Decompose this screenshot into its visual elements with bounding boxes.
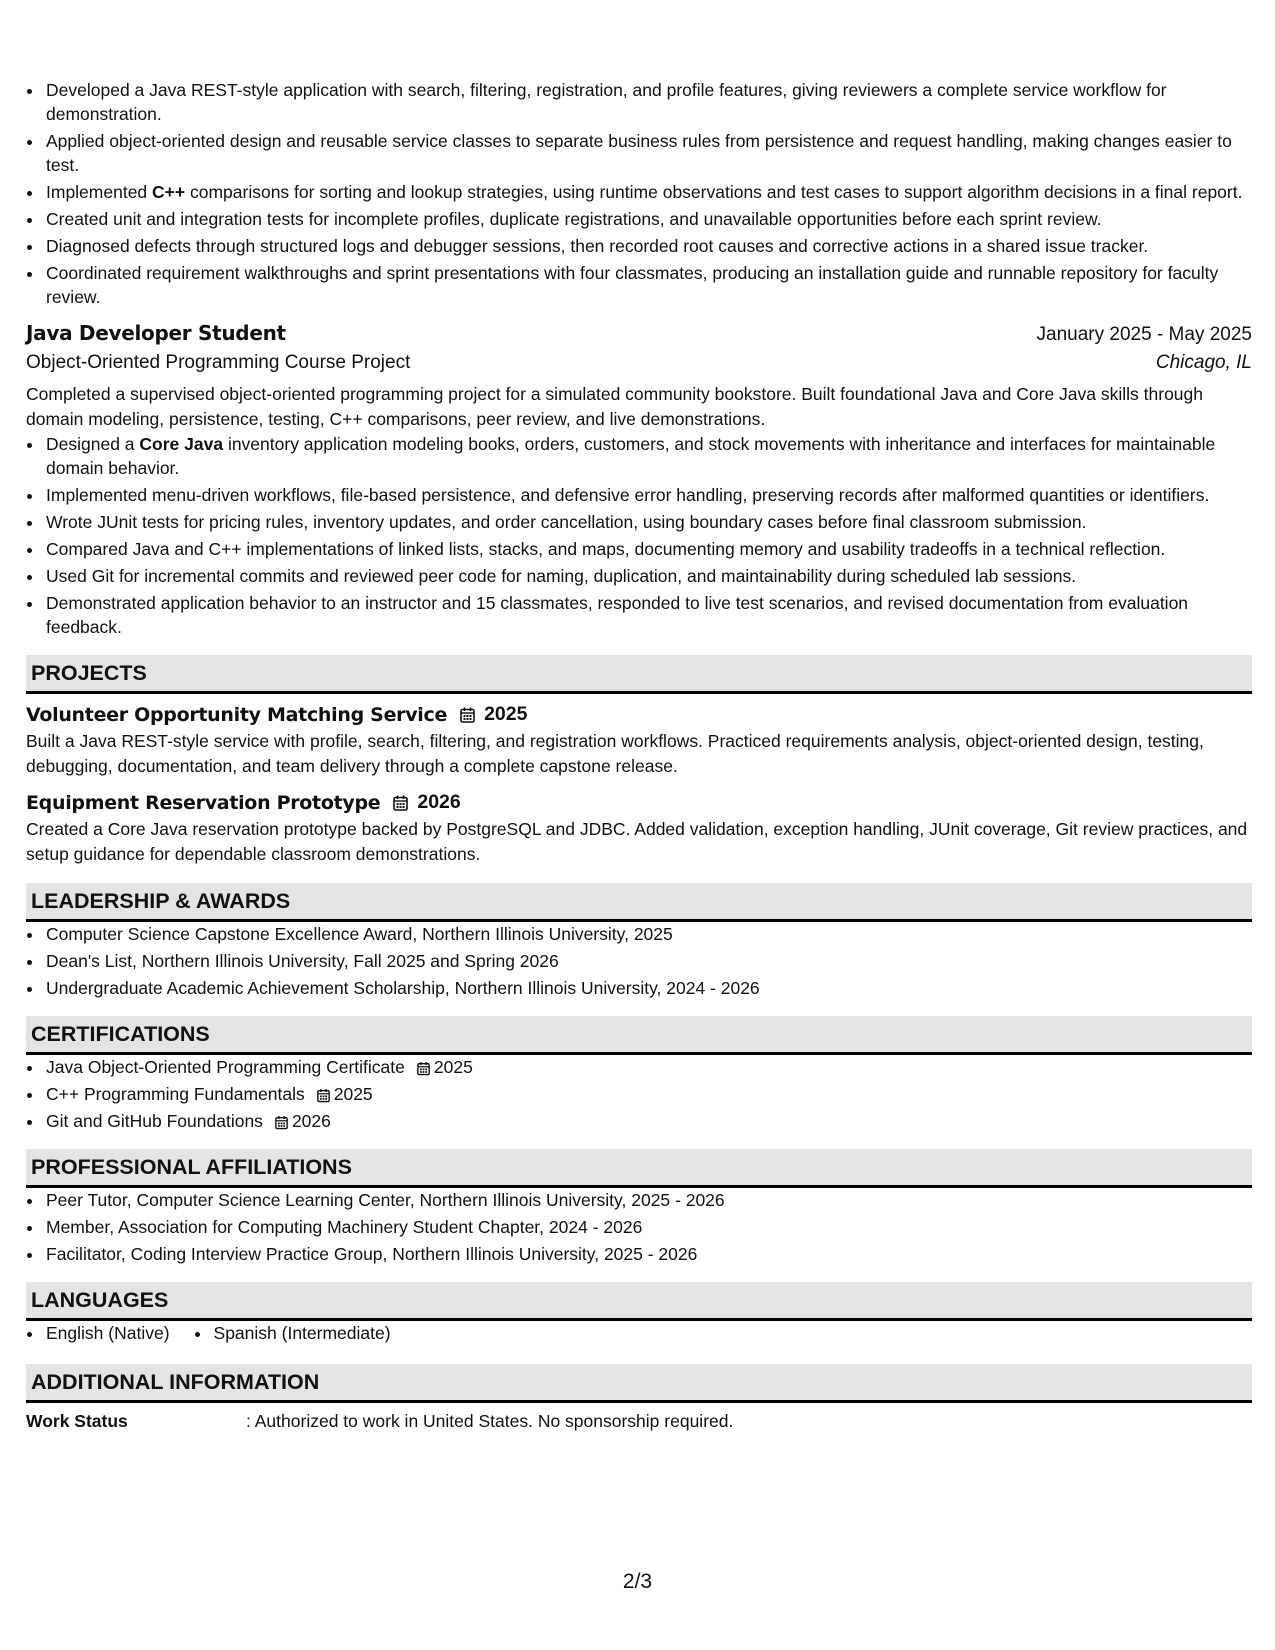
section-title: PROJECTS <box>31 661 147 685</box>
list-item: • Wrote JUnit tests for pricing rules, inventory updates, and order cancellation, using boundary cases before final classroom submission. <box>44 510 1252 534</box>
job-dates: January 2025 - May 2025 <box>1036 324 1252 345</box>
list-item: • Applied object-oriented design and reusable service classes to separate business rules from persistence and request handling, making changes easier to test. <box>44 129 1252 177</box>
list-item: • Coordinated requirement walkthroughs and sprint presentations with four classmates, producing an installation guide and runnable repository for faculty review. <box>44 261 1252 309</box>
project-title: Volunteer Opportunity Matching Service <box>26 703 448 726</box>
list-item: • C++ Programming Fundamentals 2025 <box>44 1082 1252 1106</box>
list-item: • Member, Association for Computing Machinery Student Chapter, 2024 - 2026 <box>44 1215 1252 1239</box>
job-header <box>26 321 1252 346</box>
section-title: LANGUAGES <box>31 1288 169 1312</box>
calendar-icon <box>460 707 475 723</box>
calendar-icon <box>317 1088 330 1103</box>
section-title: CERTIFICATIONS <box>31 1022 210 1046</box>
job-location: Chicago, IL <box>1155 352 1252 373</box>
list-item: • Undergraduate Academic Achievement Scholarship, Northern Illinois University, 2024 - 2026 <box>44 976 1252 1000</box>
list-item: • Dean's List, Northern Illinois University, Fall 2025 and Spring 2026 <box>44 949 1252 973</box>
section-header-affiliations <box>26 1149 1252 1188</box>
list-item: • Peer Tutor, Computer Science Learning Center, Northern Illinois University, 2025 - 2026 <box>44 1188 1252 1212</box>
job-title: Java Developer Student <box>26 321 286 345</box>
project-description: Built a Java REST-style service with profile, search, filtering, and registration workflows. Practiced requirements analysis, object-oriented design, testing, debugging, documentation, and team delivery through a complete capstone release. <box>26 731 1204 776</box>
list-item: • Designed a Core Java inventory application modeling books, orders, customers, and stock movements with inheritance and interfaces for maintainable domain behavior. <box>44 432 1252 480</box>
list-item: • Compared Java and C++ implementations of linked lists, stacks, and maps, documenting memory and usability tradeoffs in a technical reflection. <box>44 537 1252 561</box>
awards-list <box>26 922 1252 1000</box>
list-item: • Facilitator, Coding Interview Practice Group, Northern Illinois University, 2025 - 2026 <box>44 1242 1252 1266</box>
list-item: • Git and GitHub Foundations 2026 <box>44 1109 1252 1133</box>
calendar-icon <box>275 1115 288 1130</box>
list-item: • English (Native) <box>44 1321 170 1345</box>
section-title: LEADERSHIP & AWARDS <box>31 889 291 913</box>
affiliations-list <box>26 1188 1252 1266</box>
section-header-certifications <box>26 1016 1252 1055</box>
project-year: 2026 <box>417 791 461 813</box>
calendar-icon <box>393 795 408 811</box>
list-item: • Developed a Java REST-style application with search, filtering, registration, and profile features, giving reviewers a complete service workflow for demonstration. <box>44 78 1252 126</box>
list-item: • Computer Science Capstone Excellence Award, Northern Illinois University, 2025 <box>44 922 1252 946</box>
certifications-list <box>26 1055 1252 1133</box>
project-description: Created a Core Java reservation prototype backed by PostgreSQL and JDBC. Added validation, exception handling, JUnit coverage, Git review practices, and setup guidance for dependable classroom demonstrations. <box>26 819 1248 864</box>
work-status-value: : Authorized to work in United States. No sponsorship required. <box>246 1411 734 1431</box>
project-header <box>26 791 1252 814</box>
calendar-icon <box>417 1061 430 1076</box>
job-summary: Completed a supervised object-oriented programming project for a simulated community bookstore. Built foundational Java and Core Java skills through domain modeling, persistence, testing, C++ comparisons, peer review, and live demonstrations. <box>26 384 1203 429</box>
section-header-languages <box>26 1282 1252 1321</box>
list-item: • Used Git for incremental commits and reviewed peer code for naming, duplication, and maintainability during scheduled lab sessions. <box>44 564 1252 588</box>
job-subheader <box>26 352 1252 374</box>
previous-job-bullets <box>26 78 1252 309</box>
job-organization: Object-Oriented Programming Course Project <box>26 352 411 373</box>
section-title: ADDITIONAL INFORMATION <box>31 1370 320 1394</box>
list-item: • Diagnosed defects through structured logs and debugger sessions, then recorded root causes and corrective actions in a shared issue tracker. <box>44 234 1252 258</box>
job-bullets <box>26 432 1252 639</box>
section-header-projects <box>26 655 1252 694</box>
section-title: PROFESSIONAL AFFILIATIONS <box>31 1155 352 1179</box>
section-header-additional <box>26 1364 1252 1403</box>
resume-page <box>26 78 1252 1432</box>
project-title: Equipment Reservation Prototype <box>26 791 381 814</box>
work-status-label: Work Status <box>26 1411 128 1431</box>
list-item: • Created unit and integration tests for incomplete profiles, duplicate registrations, and unavailable opportunities before each sprint review. <box>44 207 1252 231</box>
section-header-awards <box>26 883 1252 922</box>
page-number: 2/3 <box>622 1570 653 1593</box>
list-item: • Demonstrated application behavior to an instructor and 15 classmates, responded to live test scenarios, and revised documentation from evaluation feedback. <box>44 591 1252 639</box>
list-item: • Spanish (Intermediate) <box>212 1321 391 1345</box>
list-item: • Implemented menu-driven workflows, file-based persistence, and defensive error handling, preserving records after malformed quantities or identifiers. <box>44 483 1252 507</box>
list-item: • Java Object-Oriented Programming Certificate 2025 <box>44 1055 1252 1079</box>
project-header <box>26 703 1252 726</box>
project-year: 2025 <box>484 703 528 725</box>
list-item: • Implemented C++ comparisons for sorting and lookup strategies, using runtime observations and test cases to support algorithm decisions in a final report. <box>44 180 1252 204</box>
languages-list <box>26 1321 1252 1348</box>
work-status-row <box>26 1411 1252 1432</box>
